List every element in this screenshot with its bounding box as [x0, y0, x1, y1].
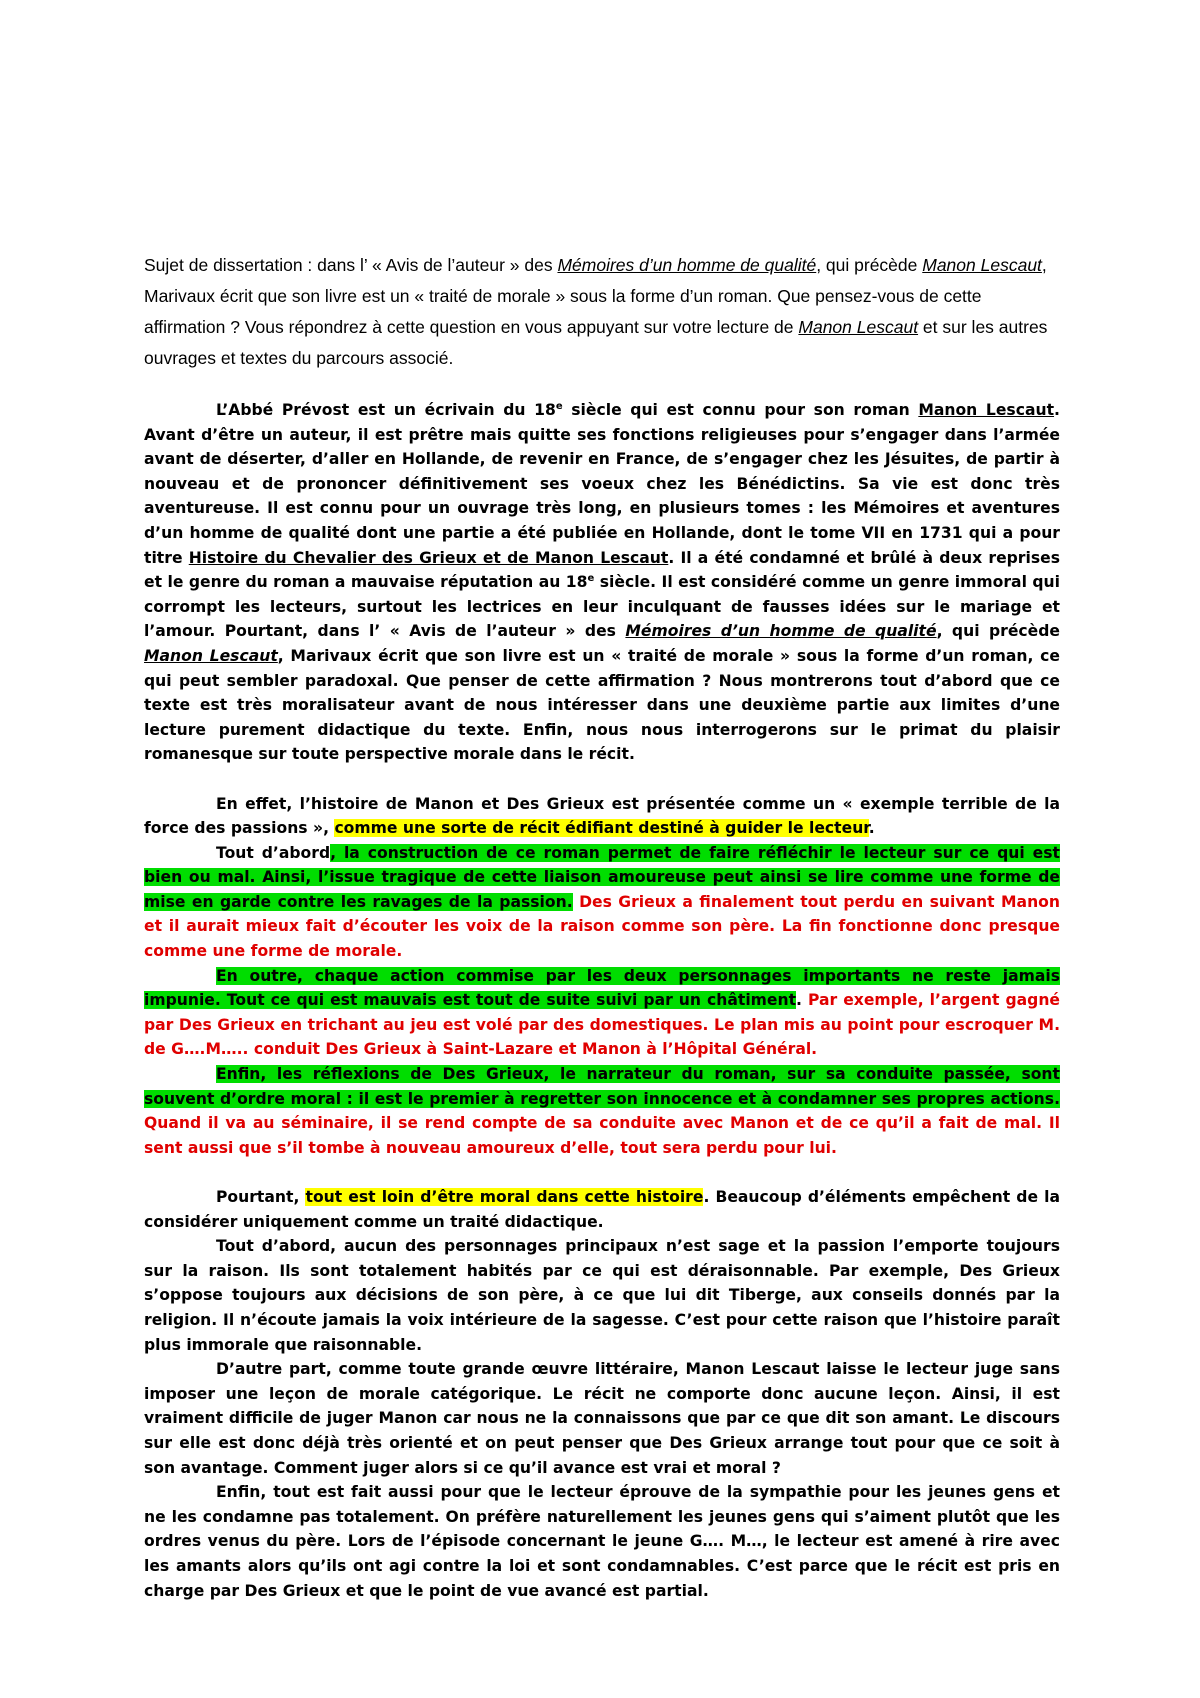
book-title: Histoire du Chevalier des Grieux et de Manon Lescaut [188, 548, 669, 567]
part2-thesis-paragraph [144, 1185, 1060, 1234]
part2-argument-3: Enfin, tout est fait aussi pour que le lecteur éprouve de la sympathie pour les jeunes gens et ne les condamne pas totalement. On préfère naturellement les jeunes gens qui s’aiment plutôt que les ordres venus du père. Lors de l’épisode concernant le jeune G…. M…, le lecteur est amené à rire avec les amants alors qu’ils ont agi contre la loi et sont condamnables. C’est parce que le récit est pris en charge par Des Grieux et que le point de vue avancé est partial. [144, 1483, 1060, 1600]
intro-text: , Marivaux écrit que son livre est un « traité de morale » sous la forme d’un roman, ce qui peut sembler paradoxal. Que penser de cette affirmation ? Nous montrerons tout d’abord que ce texte est très moralisateur avant de nous intéresser dans une deuxième partie aux limites d’une lecture purement didactique du texte. Enfin, nous nous interrogerons sur le primat du plaisir romanesque sur toute perspective morale dans le récit. [144, 646, 1060, 764]
plain-text: . [868, 819, 875, 838]
subject-work-title: Mémoires d’un homme de qualité [557, 255, 817, 275]
subject-work-title: Manon Lescaut [798, 317, 919, 337]
intro-text: siècle qui est connu pour son roman [562, 401, 919, 419]
subject-prefix: Sujet de dissertation : dans l’ « Avis de l’auteur » des [144, 255, 558, 275]
green-highlight: Enfin, les réflexions de Des Grieux, le narrateur du roman, sur sa conduite passée, sont souvent d’ordre moral : il est le premier à regretter son innocence et à condamner ses propres actions. [144, 1065, 1060, 1108]
plain-text: Pourtant, [216, 1188, 306, 1206]
subject-work-title: Manon Lescaut [922, 255, 1042, 275]
intro-text: . Avant d’être un auteur, il est prêtre mais quitte ses fonctions religieuses pour s’engager dans l’armée avant de déserter, d’aller en Hollande, de revenir en France, de s’engager chez les Jésuites, de partir à nouveau et de prononcer définitivement ses voeux chez les Bénédictins. Sa vie est donc très aventureuse. Il est connu pour un ouvrage très long, en plusieurs tomes : les Mémoires et aventures d’un homme de qualité dont une partie a été publiée en Hollande, dont le tome VII en 1731 qui a pour titre [144, 401, 1060, 567]
dissertation-subject [144, 250, 1060, 374]
essay-body [144, 398, 1060, 1603]
green-highlight: En outre, chaque action commise par les deux personnages importants ne reste jamais impunie. Tout ce qui est mauvais est tout de suite suivi par un châtiment [144, 966, 1060, 1010]
subject-text: et sur les autres ouvrages et textes du parcours associé. [144, 317, 1048, 368]
intro-text: siècle. Il est considéré comme un genre immoral qui corrompt les lecteurs, surtout les lectrices en leur inculquant de fausses idées sur le mariage et l’amour. Pourtant, dans l’ « Avis de l’auteur » des [144, 573, 1060, 641]
yellow-highlight: comme une sorte de récit édifiant destiné à guider le lecteur [334, 819, 869, 838]
part1-argument-3 [144, 1062, 1060, 1160]
plain-text: . Beaucoup d’éléments empêchent de la considérer uniquement comme un traité didactique. [144, 1188, 1061, 1231]
yellow-highlight: tout est loin d’être moral dans cette histoire [305, 1188, 704, 1206]
subject-text: , Marivaux écrit que son livre est un « traité de morale » sous la forme d’un roman. Que pensez-vous de cette affirmation ? Vous répondrez à cette question en vous appuyant sur votre lecture de [144, 255, 1047, 337]
plain-text: Tout d’abord [216, 843, 331, 862]
intro-text: . Il a été condamné et brûlé à deux reprises et le genre du roman a mauvaise réputation au 18 [144, 548, 1060, 592]
red-example: Quand il va au séminaire, il se rend compte de sa conduite avec Manon et de ce qu’il a fait de mal. Il sent aussi que s’il tombe à nouveau amoureux d’elle, tout sera perdu pour lui. [144, 1114, 1060, 1157]
plain-text: En effet, l’histoire de Manon et Des Grieux est présentée comme un « exemple terrible de la force des passions », [144, 794, 1060, 838]
plain-text: . [796, 991, 808, 1010]
book-title: Mémoires d’un homme de qualité [625, 622, 937, 641]
part2-argument-2: D’autre part, comme toute grande œuvre littéraire, Manon Lescaut laisse le lecteur juge sans imposer une leçon de morale catégorique. Le récit ne comporte donc aucune leçon. Ainsi, il est vraiment difficile de juger Manon car nous ne la connaissons que par ce que dit son amant. Le discours sur elle est donc déjà très orienté et on peut penser que Des Grieux arrange tout pour que ce soit à son avantage. Comment juger alors si ce qu’il avance est vrai et moral ? [144, 1360, 1060, 1477]
part1-argument-2 [144, 964, 1060, 1062]
part1-thesis-paragraph [144, 792, 1060, 841]
red-example: Des Grieux a finalement tout perdu en suivant Manon et il aurait mieux fait d’écouter les voix de la raison comme son père. La fin fonctionne donc presque comme une forme de morale. [144, 892, 1060, 961]
intro-text: , qui précède [936, 622, 1060, 641]
book-title: Manon Lescaut [918, 401, 1055, 419]
part2-argument-1: Tout d’abord, aucun des personnages principaux n’est sage et la passion l’emporte toujours sur la raison. Ils sont totalement habités par ce qui est déraisonnable. Par exemple, Des Grieux s’oppose toujours aux décisions de son père, à ce que lui dit Tiberge, aux conseils donnés par la religion. Il n’écoute jamais la voix intérieure de la sagesse. C’est pour cette raison que l’histoire paraît plus immorale que raisonnable. [144, 1237, 1060, 1354]
red-example: Par exemple, l’argent gagné par Des Grieux en trichant au jeu est volé par des domestiques. Le plan mis au point pour escroquer M. de G….M….. conduit Des Grieux à Saint-Lazare et Manon à l’Hôpital Général. [144, 991, 1060, 1059]
subject-text: , qui précède [816, 255, 923, 275]
part1-argument-1 [144, 841, 1060, 964]
intro-text: L’Abbé Prévost est un écrivain du 18 [216, 401, 556, 419]
superscript: e [555, 400, 563, 412]
green-highlight: , la construction de ce roman permet de faire réfléchir le lecteur sur ce qui est bien ou mal. Ainsi, l’issue tragique de cette liaison amoureuse peut ainsi se lire comme une forme de mise en garde contre les ravages de la passion. [144, 843, 1060, 911]
book-title: Manon Lescaut [144, 646, 278, 665]
superscript: e [587, 572, 595, 584]
introduction-paragraph [144, 398, 1060, 767]
